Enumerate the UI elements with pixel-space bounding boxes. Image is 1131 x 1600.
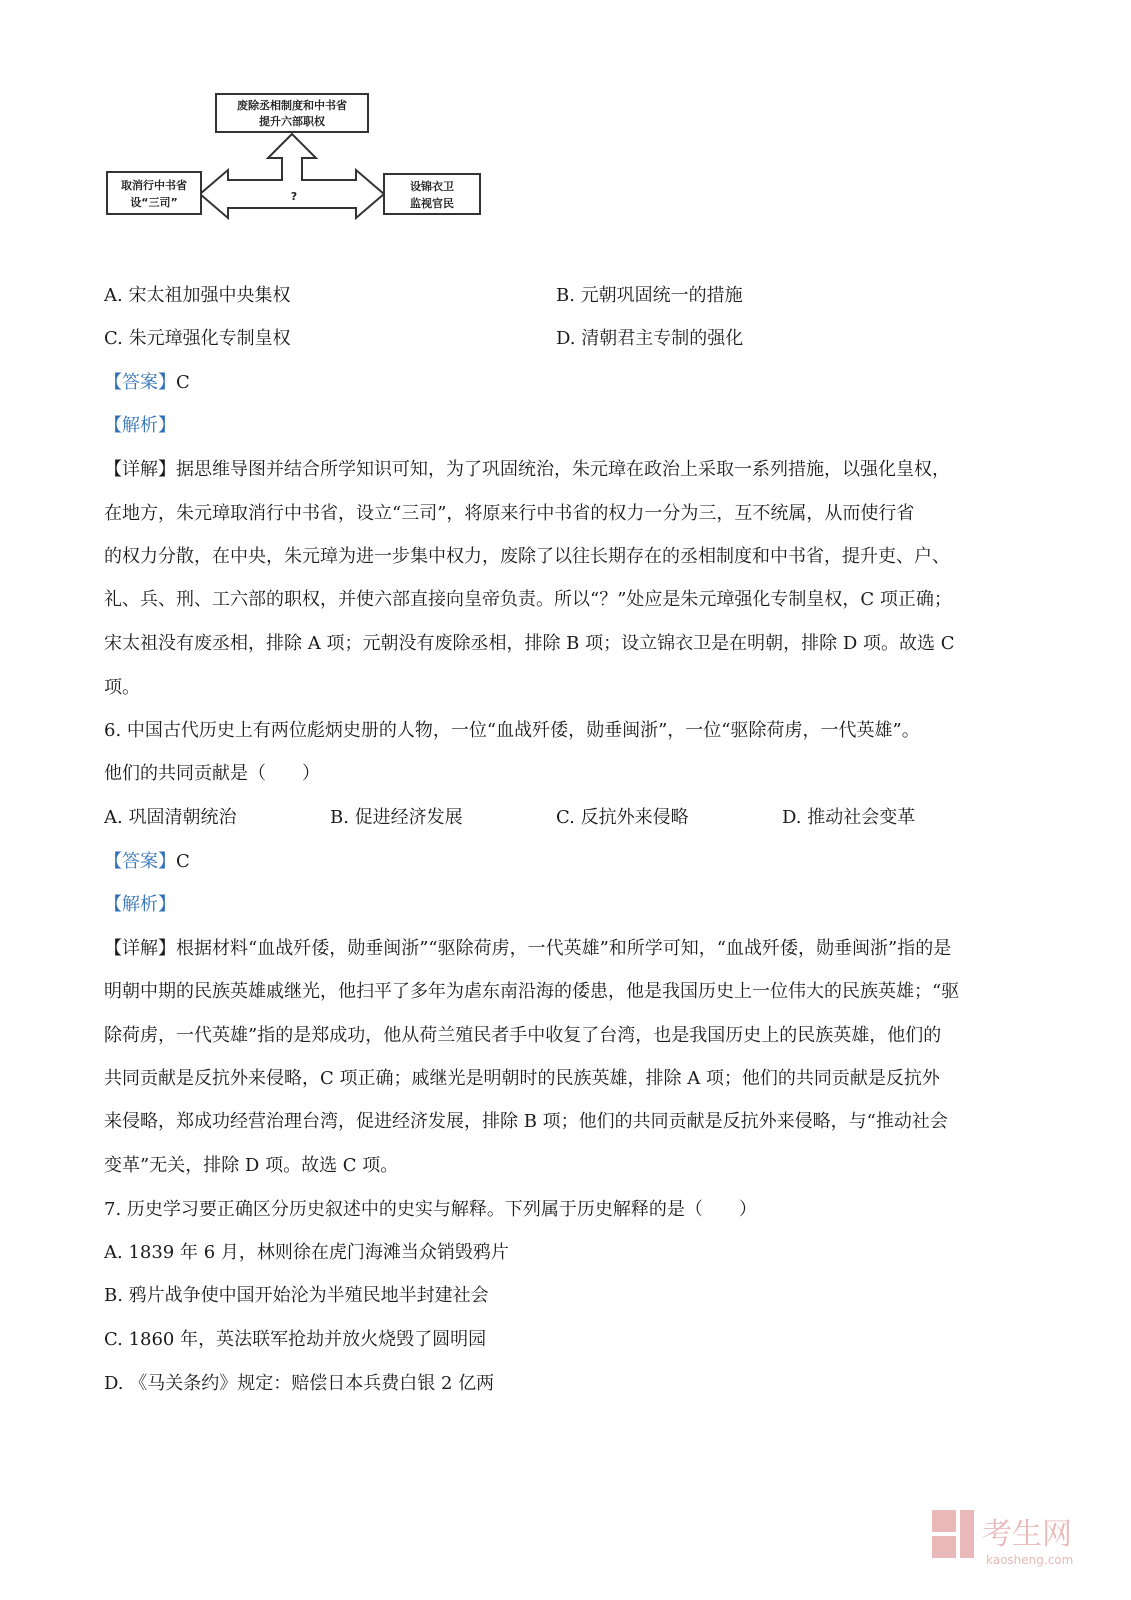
q6-analysis-tag: 【解析】	[104, 894, 176, 915]
watermark-text: 考生网	[982, 1517, 1072, 1552]
q5-detail-line-2: 在地方，朱元璋取消行中书省，设立“三司”，将原来行中书省的权力一分为三，互不统属，从而使行省	[104, 503, 915, 524]
q7-option-b: B. 鸦片战争使中国开始沦为半殖民地半封建社会	[104, 1285, 489, 1306]
q5-detail-line-4: 礼、兵、刑、工六部的职权，并使六部直接向皇帝负责。所以“？”处应是朱元璋强化专制皇权，C 项正确；	[104, 589, 952, 610]
q6-option-c: C. 反抗外来侵略	[556, 807, 689, 828]
q6-option-b: B. 促进经济发展	[330, 807, 463, 828]
diagram-top-line1: 废除丞相制度和中书省	[237, 99, 347, 112]
q7-stem: 7. 历史学习要正确区分历史叙述中的史实与解释。下列属于历史解释的是（ ）	[104, 1199, 757, 1220]
q5-option-b: B. 元朝巩固统一的措施	[556, 285, 743, 306]
diagram-left-line2: 设“三司”	[130, 196, 178, 209]
q6-option-d: D. 推动社会变革	[782, 807, 916, 828]
answer-tag: 【答案】	[104, 851, 176, 872]
q6-detail-line-5: 来侵略，郑成功经营治理台湾，促进经济发展，排除 B 项；他们的共同贡献是反抗外来侵略，与“推动社会	[104, 1111, 948, 1132]
q6-answer	[104, 850, 190, 874]
q6-detail-line-6: 变革”无关，排除 D 项。故选 C 项。	[104, 1155, 399, 1176]
diagram-top-line2: 提升六部职权	[259, 115, 325, 128]
detail-text: 根据材料“血战歼倭，勋垂闽浙”“驱除荷虏，一代英雄”和所学可知，“血战歼倭，勋垂闽浙”指的是	[176, 938, 952, 959]
diagram-right-line2: 监视官民	[410, 197, 454, 210]
q5-detail-line-6: 项。	[104, 677, 140, 698]
answer-value: C	[176, 851, 190, 872]
diagram-question-mark: ?	[290, 190, 298, 203]
diagram-right-line1: 设锦衣卫	[410, 180, 454, 193]
q5-option-a: A. 宋太祖加强中央集权	[104, 285, 291, 306]
answer-tag: 【答案】	[104, 372, 176, 393]
watermark-subtext: kaosheng.com	[986, 1553, 1074, 1567]
detail-tag: 【详解】	[104, 938, 176, 959]
q7-option-d: D. 《马关条约》规定：赔偿日本兵费白银 2 亿两	[104, 1373, 495, 1394]
q6-detail-line-2: 明朝中期的民族英雄戚继光，他扫平了多年为虐东南沿海的倭患，他是我国历史上一位伟大的民族英雄；“驱	[104, 981, 960, 1002]
q5-answer	[104, 371, 190, 395]
q5-option-d: D. 清朝君主专制的强化	[556, 328, 744, 349]
detail-tag: 【详解】	[104, 459, 176, 480]
q6-detail-line-1	[104, 937, 951, 961]
diagram-arrow-shape	[200, 134, 384, 218]
answer-value: C	[176, 372, 190, 393]
q5-option-c: C. 朱元璋强化专制皇权	[104, 328, 291, 349]
q5-analysis-tag: 【解析】	[104, 415, 176, 436]
q6-stem-line-2: 他们的共同贡献是（ ）	[104, 763, 320, 784]
mind-map-diagram	[104, 92, 484, 227]
q6-stem-line-1: 6. 中国古代历史上有两位彪炳史册的人物，一位“血战歼倭，勋垂闽浙”，一位“驱除荷虏，一代英雄”。	[104, 720, 920, 741]
watermark-logo	[930, 1500, 1120, 1580]
q5-detail-line-1	[104, 458, 950, 482]
q6-option-a: A. 巩固清朝统治	[104, 807, 237, 828]
q6-detail-line-3: 除荷虏，一代英雄”指的是郑成功，他从荷兰殖民者手中收复了台湾，也是我国历史上的民族英雄，他们的	[104, 1025, 942, 1046]
q7-option-a: A. 1839 年 6 月，林则徐在虎门海滩当众销毁鸦片	[104, 1242, 509, 1263]
detail-text: 据思维导图并结合所学知识可知，为了巩固统治，朱元璋在政治上采取一系列措施，以强化皇权，	[176, 459, 950, 480]
q5-detail-line-3: 的权力分散，在中央，朱元璋为进一步集中权力，废除了以往长期存在的丞相制度和中书省，提升吏、户、	[104, 546, 950, 567]
q5-detail-line-5: 宋太祖没有废丞相，排除 A 项；元朝没有废除丞相，排除 B 项；设立锦衣卫是在明朝，排除 D 项。故选 C	[104, 633, 955, 654]
q7-option-c: C. 1860 年，英法联军抢劫并放火烧毁了圆明园	[104, 1329, 487, 1350]
diagram-left-line1: 取消行中书省	[121, 179, 187, 192]
q6-detail-line-4: 共同贡献是反抗外来侵略，C 项正确；戚继光是明朝时的民族英雄，排除 A 项；他们的共同贡献是反抗外	[104, 1068, 940, 1089]
